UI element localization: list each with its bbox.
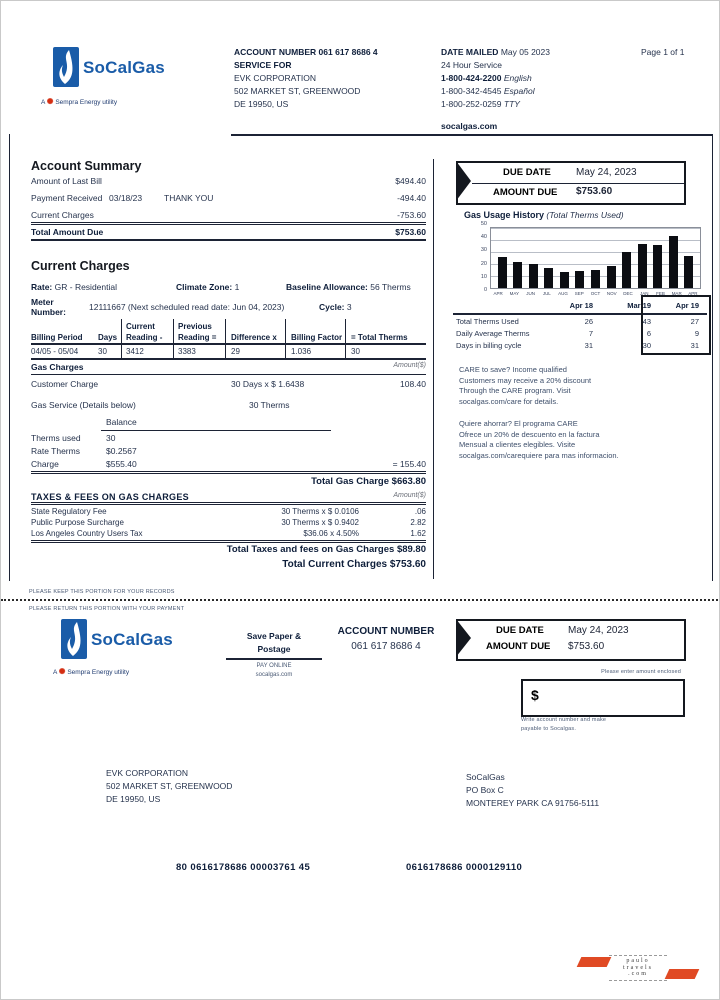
rate-value: GR - Residential [54, 282, 117, 292]
current-month-highlight-box [641, 295, 711, 355]
summary-bottom-rule [31, 239, 426, 241]
gas-charges-title: Gas Charges [31, 362, 84, 372]
chart-x-tick-label: NOV [606, 291, 617, 296]
usage-col-header: Apr 19 [675, 301, 699, 310]
scanline-left: 80 0616178686 00003761 45 [176, 862, 311, 873]
watermark-stamp [579, 951, 697, 985]
phone-spanish-number: 1-800-342-4545 [441, 86, 502, 96]
tagline-prefix: A [41, 99, 45, 106]
flame-icon [53, 47, 79, 87]
total-amount-due-value: $753.60 [395, 227, 426, 237]
customer-addr2: DE 19950, US [106, 794, 161, 804]
cell-previous-reading: 3383 [178, 347, 196, 356]
date-mailed-line [441, 47, 550, 57]
care-line: Ofrece un 20% de descuento en la factura [459, 429, 600, 439]
current-charges-title: Current Charges [31, 259, 130, 273]
climate-zone-line [176, 282, 239, 292]
total-current-charges-row [31, 559, 426, 571]
rate-therms-row [31, 446, 426, 458]
care-line: socalgas.com/carequiere para mas informacion. [459, 450, 619, 460]
brand-name: SoCalGas [83, 58, 165, 77]
chart-bar [669, 236, 678, 288]
summary-row [31, 210, 426, 222]
chart-bar [560, 272, 569, 288]
account-summary-title: Account Summary [31, 159, 142, 173]
total-taxes-row [31, 544, 426, 556]
rate-therms-label: Rate Therms [31, 446, 80, 456]
watermark-line: travels [623, 964, 653, 971]
due-date-label: DUE DATE [496, 625, 544, 636]
page-indicator: Page 1 of 1 [641, 47, 685, 57]
usage-history-title [464, 210, 624, 220]
charge-row [31, 459, 426, 471]
chart-x-tick-label: MAY [509, 291, 520, 296]
flame-icon [61, 619, 87, 659]
meter-value: 12111667 (Next scheduled read date: Jun 04, 2023) [89, 302, 285, 312]
account-number-line [234, 47, 378, 57]
tagline-prefix: A [53, 669, 57, 676]
cell-billing-factor: 1.036 [291, 347, 312, 356]
chart-x-tick-label: JUL [542, 291, 551, 296]
chart-y-tick-label: 40 [480, 234, 487, 241]
balance-rule [101, 430, 331, 431]
phone-tty-lang: TTY [503, 99, 520, 109]
chart-bar [638, 244, 647, 288]
customer-name: EVK CORPORATION [106, 768, 189, 778]
due-arrow-icon [456, 619, 471, 657]
amount-column-label: Amount($) [393, 362, 426, 369]
brand-tagline [41, 97, 117, 106]
customer-addr1: 502 MARKET ST, GREENWOOD [106, 781, 233, 791]
summary-row-amount: -753.60 [397, 210, 426, 220]
usage-row-label: Total Therms Used [456, 317, 519, 326]
service-name: EVK CORPORATION [234, 73, 317, 83]
watermark-line: paulo [626, 958, 650, 965]
website-link: socalgas.com [441, 121, 498, 131]
care-line: CARE to save? Income qualified [459, 365, 567, 374]
service-24hr: 24 Hour Service [441, 60, 502, 70]
usage-value: 43 [642, 317, 651, 326]
summary-row-note: THANK YOU [164, 193, 214, 203]
cell-billing-period: 04/05 - 05/04 [31, 347, 79, 356]
meter-label-2: Number: [31, 307, 66, 317]
chart-bar [544, 268, 553, 288]
tax-label: Los Angeles Country Users Tax [31, 529, 143, 538]
usage-value: 31 [584, 341, 593, 350]
date-mailed-value: May 05 2023 [500, 47, 550, 57]
care-line: socalgas.com/care for details. [459, 396, 559, 406]
summary-row-label: Amount of Last Bill [31, 176, 102, 186]
due-box-divider [472, 183, 684, 184]
summary-row-label: Payment Received [31, 193, 103, 203]
therms-used-label: Therms used [31, 433, 81, 443]
left-edge-rule [9, 134, 10, 581]
chart-x-tick-label: JAN [639, 291, 649, 296]
summary-row [31, 193, 426, 205]
tax-detail: 30 Therms x $ 0.9402 [281, 518, 359, 527]
chart-x-tick-label: MAR [671, 291, 682, 296]
due-date-value: May 24, 2023 [568, 625, 629, 636]
watermark-text [609, 955, 667, 981]
usage-value: 6 [646, 329, 651, 338]
stub-account-number-label: ACCOUNT NUMBER [337, 626, 435, 637]
chart-y-axis [469, 222, 487, 293]
charge-value: $555.40 [106, 459, 137, 469]
chart-bar [653, 245, 662, 288]
rate-therms-value: $0.2567 [106, 446, 137, 456]
total-current-charges: Total Current Charges $753.60 [282, 559, 426, 570]
chart-y-tick-label: 30 [480, 247, 487, 254]
col-header: = Total Therms [351, 333, 408, 342]
usage-value: 30 [642, 341, 651, 350]
taxes-total-rule [31, 540, 426, 543]
gas-charges-header [31, 362, 426, 374]
save-paper-line2: Postage [257, 644, 291, 654]
scanline-right: 0616178686 0000129110 [406, 862, 523, 873]
save-paper-rule [226, 658, 322, 660]
customer-charge-label: Customer Charge [31, 379, 99, 389]
chart-bar [498, 257, 507, 288]
service-addr1: 502 MARKET ST, GREENWOOD [234, 86, 361, 96]
usage-value: 9 [694, 329, 699, 338]
total-amount-due-label: Total Amount Due [31, 227, 104, 237]
service-for-label: SERVICE FOR [234, 60, 292, 70]
date-mailed-label: DATE MAILED [441, 47, 499, 57]
col-header: Billing Period [31, 333, 83, 342]
watermark-line: .com [628, 971, 648, 978]
chart-bar [591, 270, 600, 288]
cycle-label: Cycle: [319, 302, 345, 312]
usage-row-label: Days in billing cycle [456, 341, 522, 350]
care-line: Through the CARE program. Visit [459, 386, 571, 395]
account-number-label: ACCOUNT NUMBER [234, 47, 317, 57]
col-header: Difference x [231, 333, 277, 342]
usage-title-note: (Total Therms Used) [546, 210, 624, 220]
taxes-title: TAXES & FEES ON GAS CHARGES [31, 492, 189, 502]
rate-line [31, 282, 117, 292]
phone-spanish-lang: Español [503, 86, 535, 96]
chart-x-tick-label: JUN [526, 291, 535, 296]
therms-used-row [31, 433, 426, 445]
baseline-line [286, 282, 411, 292]
tax-detail: $36.06 x 4.50% [303, 529, 359, 538]
due-date-value: May 24, 2023 [576, 167, 637, 178]
payable-note-1: Write account number and make [521, 717, 607, 723]
keep-portion-note: PLEASE KEEP THIS PORTION FOR YOUR RECORDS [29, 589, 175, 595]
amount-due-value: $753.60 [568, 641, 605, 652]
chart-bar [575, 271, 584, 288]
baseline-label: Baseline Allowance: [286, 282, 368, 292]
care-notice-spanish [459, 419, 619, 461]
usage-title-text: Gas Usage History [464, 210, 545, 220]
charge-label: Charge [31, 459, 59, 469]
customer-charge-amount: 108.40 [400, 379, 426, 389]
total-gas-charge: Total Gas Charge $663.80 [311, 476, 426, 487]
due-date-label: DUE DATE [503, 167, 551, 178]
total-gas-charge-row [31, 476, 426, 488]
usage-row-label: Daily Average Therms [456, 329, 530, 338]
remit-addr2: MONTEREY PARK CA 91756-5111 [466, 798, 600, 808]
care-notice-english [459, 365, 591, 407]
col-header: Billing Factor [291, 333, 343, 342]
chart-y-tick-label: 10 [480, 273, 487, 280]
chart-x-tick-label: FEB [656, 291, 665, 296]
chart-bar [622, 252, 631, 288]
usage-bar-chart [490, 227, 701, 289]
due-box-stub [456, 619, 686, 661]
sempra-icon: ✺ [58, 667, 66, 676]
chart-bar [529, 264, 538, 288]
dollar-sign: $ [531, 687, 539, 703]
climate-zone-label: Climate Zone: [176, 282, 233, 292]
phone-english-number: 1-800-424-2200 [441, 73, 502, 83]
save-paper-line1: Save Paper & [246, 631, 302, 641]
remit-address-block [466, 771, 599, 810]
customer-address-block [106, 767, 232, 806]
summary-row-date: 03/18/23 [109, 193, 143, 203]
header-rule [231, 134, 713, 136]
tear-line [1, 599, 720, 601]
enter-amount-note: Please enter amount enclosed [601, 669, 681, 675]
chart-x-tick-label: APR [688, 291, 698, 296]
chart-bar [513, 262, 522, 288]
summary-row-amount: -494.40 [397, 193, 426, 203]
col-header: Previous [178, 322, 212, 331]
watermark-ribbon-right [665, 969, 700, 979]
phone-english-lang: English [503, 73, 532, 83]
pay-online-label: PAY ONLINE [256, 663, 292, 669]
watermark-ribbon-left [577, 957, 612, 967]
amount-enclosed-box[interactable] [521, 679, 685, 717]
rate-label: Rate: [31, 282, 53, 292]
tax-detail: 30 Therms x $ 0.0106 [281, 507, 359, 516]
gas-service-row [31, 400, 426, 412]
therms-used-value: 30 [106, 433, 116, 443]
summary-total-rule [31, 222, 426, 225]
cycle-line [319, 302, 352, 312]
col-header: Reading = [178, 333, 217, 342]
summary-row [31, 176, 426, 188]
baseline-value: 56 Therms [370, 282, 411, 292]
tax-amount: 2.82 [410, 518, 426, 527]
gas-charges-rule [31, 374, 426, 375]
amount-column-label: Amount($) [393, 492, 426, 499]
tagline-text: Sempra Energy utility [55, 99, 118, 106]
gas-service-detail: 30 Therms [249, 400, 290, 410]
balance-label: Balance [106, 417, 137, 427]
chart-x-tick-label: APR [493, 291, 503, 296]
tax-label: State Regulatory Fee [31, 507, 107, 516]
phone-english [441, 73, 532, 83]
tax-label: Public Purpose Surcharge [31, 518, 124, 527]
col-header: Days [98, 333, 118, 342]
cell-difference: 29 [231, 347, 240, 356]
socalgas-logo-stub [61, 619, 87, 659]
customer-charge-row [31, 379, 426, 391]
amount-due-label: AMOUNT DUE [493, 187, 558, 198]
tax-amount: .06 [414, 507, 426, 516]
charge-amount: = 155.40 [392, 459, 426, 469]
socalgas-logo [53, 47, 79, 87]
usage-value: 7 [588, 329, 593, 338]
cell-current-reading: 3412 [126, 347, 144, 356]
chart-bars [491, 228, 700, 288]
table-bottom-rule [31, 358, 426, 360]
return-portion-note: PLEASE RETURN THIS PORTION WITH YOUR PAYMENT [29, 606, 185, 612]
customer-charge-detail: 30 Days x $ 1.6438 [231, 379, 305, 389]
total-taxes: Total Taxes and fees on Gas Charges $89.80 [226, 544, 426, 555]
summary-total-row [31, 227, 426, 239]
meter-label-1: Meter [31, 297, 54, 307]
brand-tagline-stub [53, 667, 129, 676]
col-header: Current [126, 322, 155, 331]
cell-days: 30 [98, 347, 107, 356]
payable-note-2: payable to Socalgas. [521, 726, 577, 732]
col-header: Reading - [126, 333, 163, 342]
remit-addr1: PO Box C [466, 785, 504, 795]
gas-total-rule [31, 471, 426, 474]
chart-bar [684, 256, 693, 288]
summary-row-amount: $494.40 [395, 176, 426, 186]
usage-col-header: Apr 18 [569, 301, 593, 310]
chart-y-tick-label: 0 [483, 286, 487, 293]
service-addr2: DE 19950, US [234, 99, 289, 109]
right-edge-rule [712, 134, 713, 581]
phone-spanish [441, 86, 535, 96]
usage-col-header: Mar 19 [627, 301, 651, 310]
phone-tty [441, 99, 520, 109]
care-line: Quiere ahorrar? El programa CARE [459, 419, 578, 428]
chart-y-tick-label: 20 [480, 260, 487, 267]
summary-row-label: Current Charges [31, 210, 94, 220]
usage-value: 26 [584, 317, 593, 326]
chart-x-tick-label: AUG [558, 291, 568, 296]
amount-due-value: $753.60 [576, 186, 613, 197]
usage-value: 31 [690, 341, 699, 350]
website-link-stub: socalgas.com [255, 672, 293, 678]
tax-amount: 1.62 [410, 529, 426, 538]
usage-value: 27 [690, 317, 699, 326]
due-arrow-icon [456, 161, 471, 201]
account-number-value: 061 617 8686 4 [318, 47, 378, 57]
table-header-rule [31, 343, 426, 345]
sempra-icon: ✺ [46, 97, 54, 106]
chart-x-tick-label: OCT [590, 291, 601, 296]
gas-service-label: Gas Service (Details below) [31, 400, 136, 410]
care-line: Customers may receive a 20% discount [459, 375, 592, 385]
climate-zone-value: 1 [234, 282, 240, 292]
chart-bar [607, 266, 616, 288]
chart-x-tick-label: DEC [623, 291, 633, 296]
column-divider [433, 159, 434, 579]
brand-name-stub: SoCalGas [91, 630, 173, 649]
stub-account-number-value: 061 617 8686 4 [351, 641, 421, 652]
chart-y-tick-label: 50 [480, 221, 487, 227]
remit-name: SoCalGas [466, 772, 505, 782]
cell-total-therms: 30 [351, 347, 360, 356]
cycle-value: 3 [346, 302, 352, 312]
care-line: Mensual a clientes elegibles. Visite [459, 440, 576, 449]
tagline-text: Sempra Energy utility [67, 669, 130, 676]
chart-x-tick-label: SEP [574, 291, 584, 296]
taxes-rule [31, 502, 426, 505]
phone-tty-number: 1-800-252-0259 [441, 99, 502, 109]
amount-due-label: AMOUNT DUE [486, 641, 551, 652]
due-box-top [456, 161, 686, 205]
